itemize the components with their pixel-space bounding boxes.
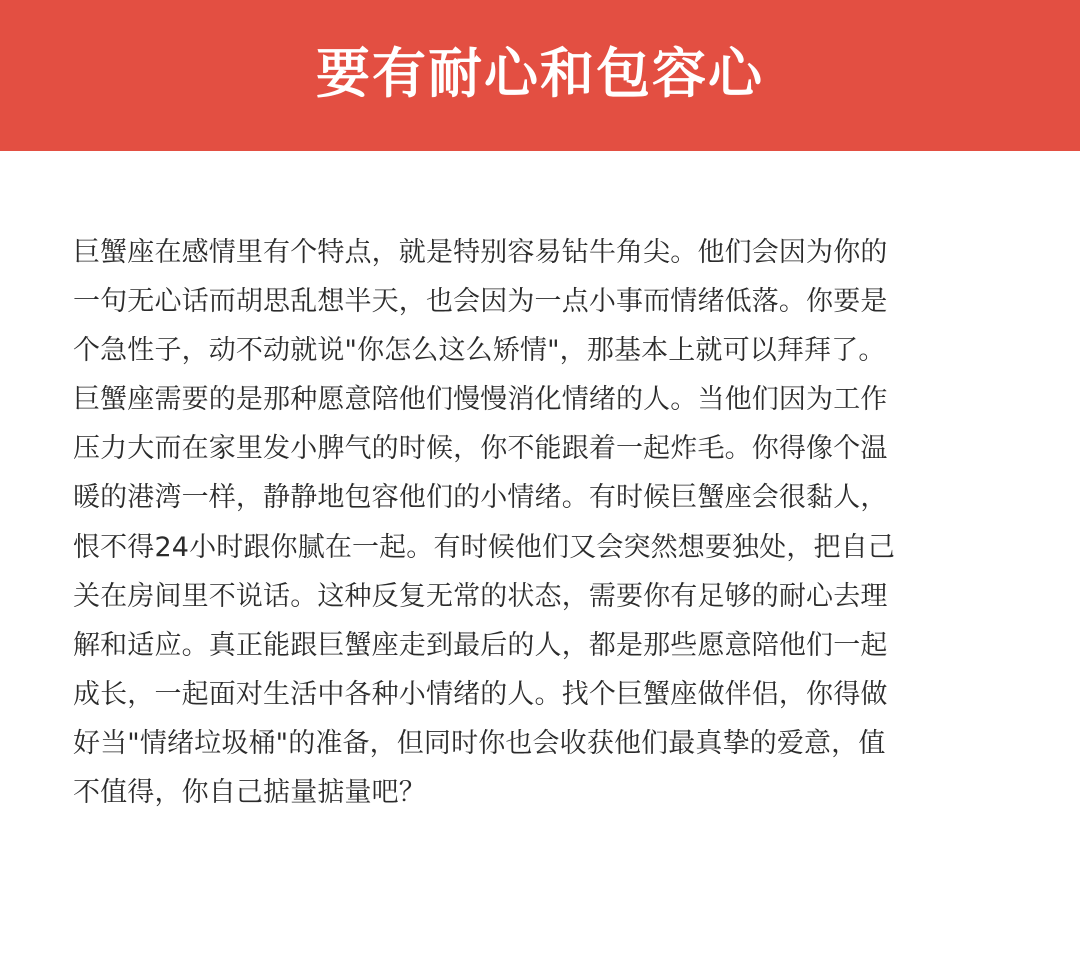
- paragraph-line: 个急性子，动不动就说"你怎么这么矫情"，那基本上就可以拜拜了。: [73, 335, 886, 367]
- paragraph-line: 不值得，你自己掂量掂量吧？: [73, 777, 426, 809]
- paragraph-line: 好当"情绪垃圾桶"的准备，但同时你也会收获他们最真挚的爱意，值: [73, 727, 886, 759]
- title-banner: [0, 0, 1080, 151]
- paragraph-line: 恨不得24小时跟你腻在一起。有时候他们又会突然想要独处，把自己: [73, 531, 896, 563]
- paragraph-line: 暖的港湾一样，静静地包容他们的小情绪。有时候巨蟹座会很黏人，: [73, 482, 888, 514]
- article-body: [73, 228, 1013, 817]
- paragraph-line: 一句无心话而胡思乱想半天，也会因为一点小事而情绪低落。你要是: [73, 286, 888, 318]
- paragraph-line: 巨蟹座在感情里有个特点，就是特别容易钻牛角尖。他们会因为你的: [73, 237, 888, 268]
- paragraph-line: 解和适应。真正能跟巨蟹座走到最后的人，都是那些愿意陪他们一起: [73, 629, 888, 661]
- paragraph-line: 压力大而在家里发小脾气的时候，你不能跟着一起炸毛。你得像个温: [73, 433, 888, 465]
- page-title: 要有耐心和包容心: [316, 41, 764, 105]
- paragraph-line: 成长，一起面对生活中各种小情绪的人。找个巨蟹座做伴侣，你得做: [73, 678, 888, 710]
- paragraph-line: 关在房间里不说话。这种反复无常的状态，需要你有足够的耐心去理: [73, 580, 888, 612]
- paragraph-line: 巨蟹座需要的是那种愿意陪他们慢慢消化情绪的人。当他们因为工作: [73, 384, 888, 416]
